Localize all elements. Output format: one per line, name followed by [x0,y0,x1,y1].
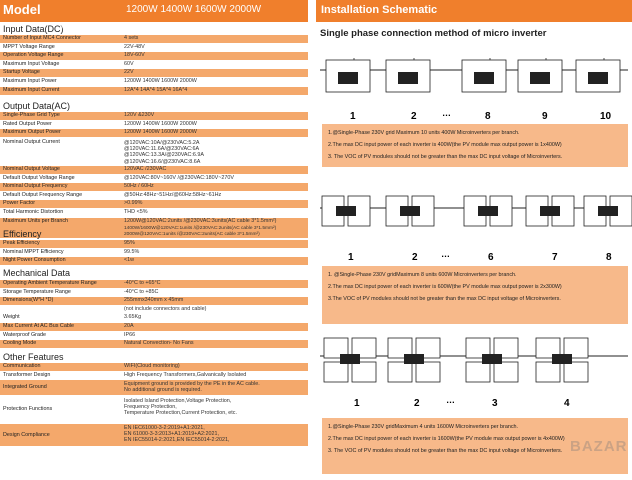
schematic-header [316,0,632,22]
spec-value: 1200W 1400W 1600W 2000W [124,120,197,127]
pv-panel [352,362,376,382]
unit-label: 10 [600,111,612,122]
spec-value: 50Hz / 60Hz [124,183,154,190]
spec-value: -40°C to +65°C [124,280,161,286]
spec-row [0,200,308,208]
design-line: EN IEC55014-2:2021,EN IEC55014-2:2021, [124,437,230,444]
units-line: 2000W@120VAC:1units /@230VAC:2units(AC cable 3*1.5mm²) [124,232,260,237]
unit-label: 8 [485,111,491,122]
spec-row [0,175,308,183]
design-line: EN 61000-3-3:2013+A1:2019+A2:2021, [124,431,220,438]
spec-label: Dimensions(W*H *D) [3,297,54,304]
micro-inverter [340,354,360,364]
spec-value: High Frequency Transformers,Galvanically Isolated [124,371,247,378]
spec-label: Weight [3,314,20,321]
units-line: 1400W/1600W@120VAC:1units /@230VAC:2units(AC cable 3*1.5mm²) [124,226,277,231]
spec-value: >0.99% [124,200,143,207]
spec-label: Maximum Input Voltage [3,60,60,67]
protection-row [0,398,308,420]
ground-line: Equipment ground is provided by the PE in the AC cable. [124,381,260,387]
spec-label: Maximum Input Current [3,86,60,93]
schematic-subtitle: Single phase connection method of micro inverter [320,28,547,39]
spec-label: Maximum Units per Branch [3,217,69,224]
spec-value: 255mmx340mm x 45mm [124,297,184,304]
spec-label: Nominal Output Frequency [3,183,68,190]
diagram-4-units [316,336,632,412]
spec-row [0,306,308,314]
unit-label: 4 [564,398,570,409]
spec-label: Peak Efficiency [3,240,40,246]
micro-inverter [552,354,572,364]
note-line: 3.The VOC of PV modules should not be greater than the max DC input voltage of Microinverters. [328,296,561,302]
spec-label: Maximum Input Power [3,78,57,84]
spec-row [0,297,308,305]
spec-header [0,0,308,22]
units-extra-row [0,226,308,238]
spec-row [0,183,308,191]
spec-row [0,121,308,129]
note-line: 3. The VOC of PV modules should not be greater than the max DC input voltage of Microinverters. [328,448,563,454]
brand-watermark: BAZAR [570,438,628,455]
ellipsis: … [442,108,451,118]
unit-label: 6 [488,252,494,263]
model-label: Model [3,2,41,17]
spec-value: Natural Convection- No Fans [124,340,194,347]
model-values: 1200W 1400W 1600W 2000W [126,4,262,15]
spec-row [0,314,308,322]
spec-value: WIFI(Cloud monitoring) [124,363,180,369]
spec-label: MPPT Voltage Range [3,43,55,50]
note-line: 1.@Single-Phase 230V grid Maximum 10 units 400W Microinverters per branch. [328,130,520,136]
unit-label: 2 [414,398,420,409]
micro-inverter [598,206,618,216]
note-line: 1.@Single-Phase 230V gridMaximum 4 units 1600W Microinverters per branch. [328,424,519,430]
note-line: 2.The max DC input power of each inverter is 600W(the PV module max output power is 2x300W) [328,284,562,290]
nominal-current-line: @120VAC:16.6/@230VAC:8.6A [124,158,201,165]
pv-panel [324,362,348,382]
pv-panel [466,362,490,382]
unit-label: 2 [411,111,417,122]
spec-value: 60V [124,60,134,67]
spec-value: 12A*4 14A*4 15A*4 16A*4 [124,86,188,93]
spec-label: Power Factor [3,200,36,207]
spec-value: 120V &230V [124,112,155,118]
spec-label: Waterproof Grade [3,331,46,338]
spec-value: 20A [124,323,134,329]
spec-row [0,363,308,371]
unit-label: 1 [350,111,356,122]
spec-value: 18V-60V [124,52,145,59]
nominal-current-values [124,140,204,165]
spec-row [0,129,308,137]
spec-label: Number of Input MC4 Connector [3,35,81,41]
spec-label: Default Output Frequency Range [3,191,83,198]
spec-value: 22V [124,69,134,76]
spec-label: Single-Phase Grid Type [3,112,60,118]
micro-inverter [478,206,498,216]
spec-label: Total Harmonic Distortion [3,209,64,215]
micro-inverter [404,354,424,364]
micro-inverter [336,206,356,216]
section-mechanical: Mechanical Data [3,268,71,278]
integrated-ground-values [124,381,260,393]
nominal-current-line: @120VAC:10A/@230VAC:5.2A [124,140,200,146]
spec-value: 4 sets [124,35,139,41]
spec-row [0,249,308,257]
integrated-ground-label: Integrated Ground [3,384,47,390]
spec-value: 1200W 1400W 1600W 2000W [124,129,197,136]
unit-label: 8 [606,252,612,263]
micro-inverter [474,72,494,84]
spec-label: Operating Ambient Temperature Range [3,280,97,286]
schematic-title: Installation Schematic [321,4,438,16]
spec-label: Rated Output Power [3,120,52,127]
ground-line: No additional ground is required. [124,387,202,394]
spec-row [0,44,308,52]
protection-values [124,398,237,417]
spec-row [0,112,308,120]
notes-box-1 [322,124,628,167]
spec-value: -40°C to +85C [124,288,159,295]
spec-row [0,289,308,297]
design-compliance-label: Design Compliance [3,432,50,438]
section-other: Other Features [3,352,64,362]
spec-row [0,192,308,200]
spec-label: Operation Voltage Range [3,52,64,59]
ellipsis: … [441,249,450,259]
spec-row [0,209,308,217]
note-line: 2.The max DC input power of each inverter is 1600W(the PV module max output power is 4x400W) [328,436,565,442]
spec-label: Startup Voltage [3,69,40,76]
spec-row [0,35,308,43]
spec-row [0,52,308,60]
spec-value: 95% [124,240,135,246]
spec-row [0,218,308,226]
pv-panel [416,362,440,382]
spec-row [0,280,308,288]
section-efficiency: Efficiency [3,229,42,239]
spec-row [0,372,308,380]
spec-value: 3.65Kg [124,314,142,321]
pv-panel [564,362,588,382]
micro-inverter [530,72,550,84]
section-output: Output Data(AC) [3,101,71,111]
note-line: 1. @Single-Phase 230V gridMaximum 8 units 600W Microinverters per branch. [328,272,517,278]
spec-label: Nominal Output Voltage [3,166,60,172]
spec-value: 120VAC /230VAC [124,166,167,172]
spec-label: Default Output Voltage Range [3,174,75,181]
micro-inverter [482,354,502,364]
unit-label: 1 [354,398,360,409]
nominal-current-label: Nominal Output Current [3,139,60,145]
spec-row [0,323,308,331]
watermark: ЛЮТИ ЧЕТКИ [60,22,137,33]
section-input: Input Data(DC) [3,24,64,34]
spec-label: Nominal MPPT Efficiency [3,248,64,255]
spec-value: (not include connectors and cable) [124,305,207,312]
spec-row [0,61,308,69]
protection-line: Temperature Protection,Current Protection, etc. [124,410,237,417]
design-compliance-values [124,425,230,444]
pv-panel [536,362,560,382]
spec-label: Storage Temperature Range [3,288,71,295]
nominal-current-line: @120VAC:11.6A/@230VAC:6A [124,146,200,153]
micro-inverter [398,72,418,84]
pv-panel [388,362,412,382]
spec-label: Night Power Consumption [3,257,66,264]
spec-value: @120VAC:80V~160V /@230VAC:180V~270V [124,174,234,181]
note-line: 2.The max DC input power of each inverter is 400W(the PV module max output power is 1x400W) [328,142,562,148]
notes-box-2 [322,266,628,324]
integrated-ground-row [0,380,308,395]
unit-label: 2 [412,252,418,263]
spec-value: THD <5% [124,209,148,215]
spec-row [0,332,308,340]
spec-row [0,257,308,265]
spec-value: 22V-48V [124,43,145,50]
spec-row [0,78,308,86]
spec-value: @50Hz:48Hz~51Hz/@60Hz:58Hz~61Hz [124,191,222,198]
spec-label: Transformer Design [3,371,51,378]
diagram-8-units [316,186,632,264]
units-extra-values [124,226,276,238]
spec-label: Communication [3,363,41,369]
spec-value: IP66 [124,331,136,338]
spec-row [0,166,308,174]
spec-row [0,69,308,77]
micro-inverter [400,206,420,216]
micro-inverter [540,206,560,216]
pv-panel [494,362,518,382]
spec-value: <1w [124,257,135,264]
spec-row [0,87,308,95]
unit-label: 9 [542,111,548,122]
spec-sheet [0,0,308,480]
spec-row [0,240,308,248]
spec-label: Cooling Mode [3,340,37,347]
installation-schematic [316,0,632,480]
spec-row [0,340,308,348]
spec-value: 1200W 1400W 1600W 2000W [124,78,197,84]
protection-label: Protection Functions [3,406,53,412]
diagram-10-units [316,50,632,124]
protection-line: Isolated Island Protection,Voltage Protection, [124,398,232,404]
unit-label: 1 [348,252,354,263]
spec-label: Max Current At AC Bus Cable [3,323,75,329]
design-compliance-row [0,424,308,446]
unit-label: 7 [552,252,558,263]
ellipsis: … [446,395,455,405]
spec-value: 99.5% [124,248,140,255]
micro-inverter [338,72,358,84]
micro-inverter [588,72,608,84]
unit-label: 3 [492,398,498,409]
design-line: EN IEC61000-3-2:2019+A1:2021, [124,425,205,431]
protection-line: Frequency Protection, [124,404,177,411]
nominal-current-line: @120VAC:13.3A/@230VAC:6.9A [124,152,204,159]
spec-value: 1200W@120VAC:2units /@230VAC:3units(AC cable 3*1.5mm²) [124,217,277,224]
spec-label: Maximum Output Power [3,129,61,136]
note-line: 3. The VOC of PV modules should not be greater than the max DC input voltage of Microinverters. [328,154,563,160]
